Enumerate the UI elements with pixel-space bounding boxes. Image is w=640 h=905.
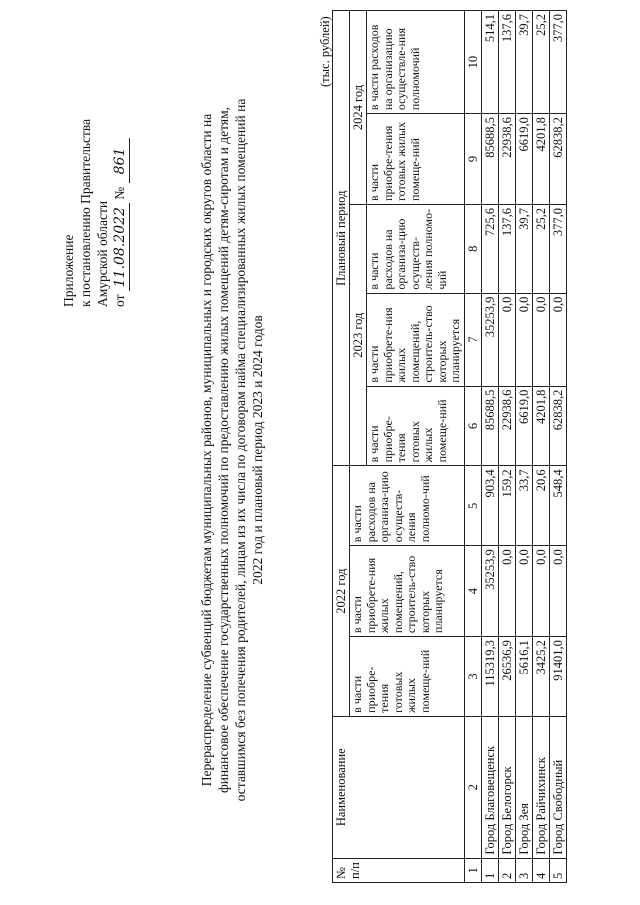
- value-cell: 4201,8: [532, 114, 549, 205]
- table-row: [515, 11, 532, 883]
- row-name: Город Райчихинск: [532, 716, 549, 858]
- value-cell: 25,2: [532, 204, 549, 293]
- value-cell: 0,0: [498, 546, 515, 637]
- subvention-table: [332, 10, 567, 883]
- appendix-line-3: Амурской области: [95, 200, 110, 307]
- row-number: 4: [532, 858, 549, 882]
- title-line-3: оставшимся без попечения родителей, лицам из их числа по договорам найма специализированных жилых помещений на: [233, 98, 248, 802]
- value-cell: 20,6: [532, 466, 549, 546]
- row-number: 2: [498, 858, 515, 882]
- index-cell: 8: [464, 204, 481, 293]
- handwritten-number: 861: [112, 139, 130, 184]
- index-cell: 4: [464, 546, 481, 637]
- appendix-date-line: [111, 27, 130, 307]
- row-name: Город Благовещенск: [481, 716, 498, 858]
- value-cell: 514,1: [481, 11, 498, 114]
- header-row-1: [333, 11, 350, 883]
- value-cell: 35253,9: [481, 293, 498, 386]
- appendix-line-1: Приложение: [61, 234, 76, 307]
- value-cell: 22938,6: [498, 386, 515, 466]
- value-cell: 0,0: [532, 293, 549, 386]
- index-cell: 6: [464, 386, 481, 466]
- header-2023-expenses: в части расходов на организа-цию осуществ-ления полномо-чий: [367, 204, 465, 293]
- value-cell: 6619,0: [515, 386, 532, 466]
- header-2023: 2023 год: [350, 204, 367, 465]
- appendix-line-2: к постановлению Правительства: [78, 118, 93, 307]
- value-cell: 91401,0: [549, 637, 566, 717]
- table-row: [532, 11, 549, 883]
- value-cell: 137,6: [498, 11, 515, 114]
- value-cell: 25,2: [532, 11, 549, 114]
- value-cell: 0,0: [549, 293, 566, 386]
- column-index-row: [464, 11, 481, 883]
- header-2024: 2024 год: [350, 11, 367, 205]
- header-2022-expenses: в части расходов на организа-цию осуществ-ления полномо-чий: [350, 466, 465, 546]
- header-planned: Плановый период: [333, 11, 350, 466]
- header-2023-purchase: в части приобре-тения готовых жилых помеще-ний: [367, 386, 465, 466]
- value-cell: 725,6: [481, 204, 498, 293]
- value-cell: 115319,3: [481, 637, 498, 717]
- table-row: [549, 11, 566, 883]
- number-prefix: №: [112, 186, 127, 200]
- value-cell: 0,0: [515, 546, 532, 637]
- value-cell: 548,4: [549, 466, 566, 546]
- value-cell: 137,6: [498, 204, 515, 293]
- row-name: Город Белогорск: [498, 716, 515, 858]
- value-cell: 0,0: [549, 546, 566, 637]
- row-number: 1: [481, 858, 498, 882]
- index-cell: 3: [464, 637, 481, 717]
- index-cell: 10: [464, 11, 481, 114]
- table-row: [481, 11, 498, 883]
- header-2023-build: в части приобрете-ния жилых помещений, строитель-ство которых планируется: [367, 293, 465, 386]
- value-cell: 0,0: [515, 293, 532, 386]
- row-number: 3: [515, 858, 532, 882]
- value-cell: 0,0: [532, 546, 549, 637]
- value-cell: 0,0: [498, 293, 515, 386]
- value-cell: 62838,2: [549, 386, 566, 466]
- value-cell: 85688,5: [481, 386, 498, 466]
- value-cell: 22938,6: [498, 114, 515, 205]
- row-name: Город Свободный: [549, 716, 566, 858]
- document-title: [198, 25, 266, 875]
- value-cell: 5616,1: [515, 637, 532, 717]
- header-2022: 2022 год: [333, 466, 350, 716]
- value-cell: 33,7: [515, 466, 532, 546]
- appendix-block: [60, 27, 130, 307]
- title-line-4: 2022 год и плановый период 2023 и 2024 годов: [250, 315, 265, 585]
- index-cell: 9: [464, 114, 481, 205]
- handwritten-date: 11.08.2022: [112, 203, 130, 291]
- header-name: Наименование: [333, 716, 465, 858]
- header-2022-purchase: в части приобре-тения готовых жилых помеще-ний: [350, 637, 465, 717]
- title-line-2: финансовое обеспечение государственных полномочий по предоставлению жилых помещений детям-сиротам и детям,: [216, 107, 231, 794]
- value-cell: 85688,5: [481, 114, 498, 205]
- header-num: № п/п: [333, 858, 465, 882]
- value-cell: 377,0: [549, 204, 566, 293]
- header-2024-expenses: в части расходов на организацию осуществле-ния полномочий: [367, 11, 465, 114]
- value-cell: 4201,8: [532, 386, 549, 466]
- index-cell: 1: [464, 858, 481, 882]
- header-2022-build: в части приобрете-ния жилых помещений, строитель-ство которых планируется: [350, 546, 465, 637]
- index-cell: 7: [464, 293, 481, 386]
- date-prefix: от: [112, 294, 127, 307]
- header-2024-purchase: в части приобре-тения готовых жилых помеще-ний: [367, 114, 465, 205]
- value-cell: 39,7: [515, 204, 532, 293]
- value-cell: 377,0: [549, 11, 566, 114]
- index-cell: 5: [464, 466, 481, 546]
- value-cell: 35253,9: [481, 546, 498, 637]
- value-cell: 3425,2: [532, 637, 549, 717]
- row-number: 5: [549, 858, 566, 882]
- table-row: [498, 11, 515, 883]
- value-cell: 6619,0: [515, 114, 532, 205]
- index-cell: 2: [464, 716, 481, 858]
- value-cell: 39,7: [515, 11, 532, 114]
- value-cell: 26536,9: [498, 637, 515, 717]
- value-cell: 159,2: [498, 466, 515, 546]
- title-line-1: Перераспределение субвенций бюджетам муниципальных районов, муниципальных и городских округов области на: [199, 113, 214, 787]
- row-name: Город Зея: [515, 716, 532, 858]
- units-label: (тыс. рублей): [318, 16, 332, 87]
- value-cell: 903,4: [481, 466, 498, 546]
- table-body: [481, 11, 566, 883]
- value-cell: 62838,2: [549, 114, 566, 205]
